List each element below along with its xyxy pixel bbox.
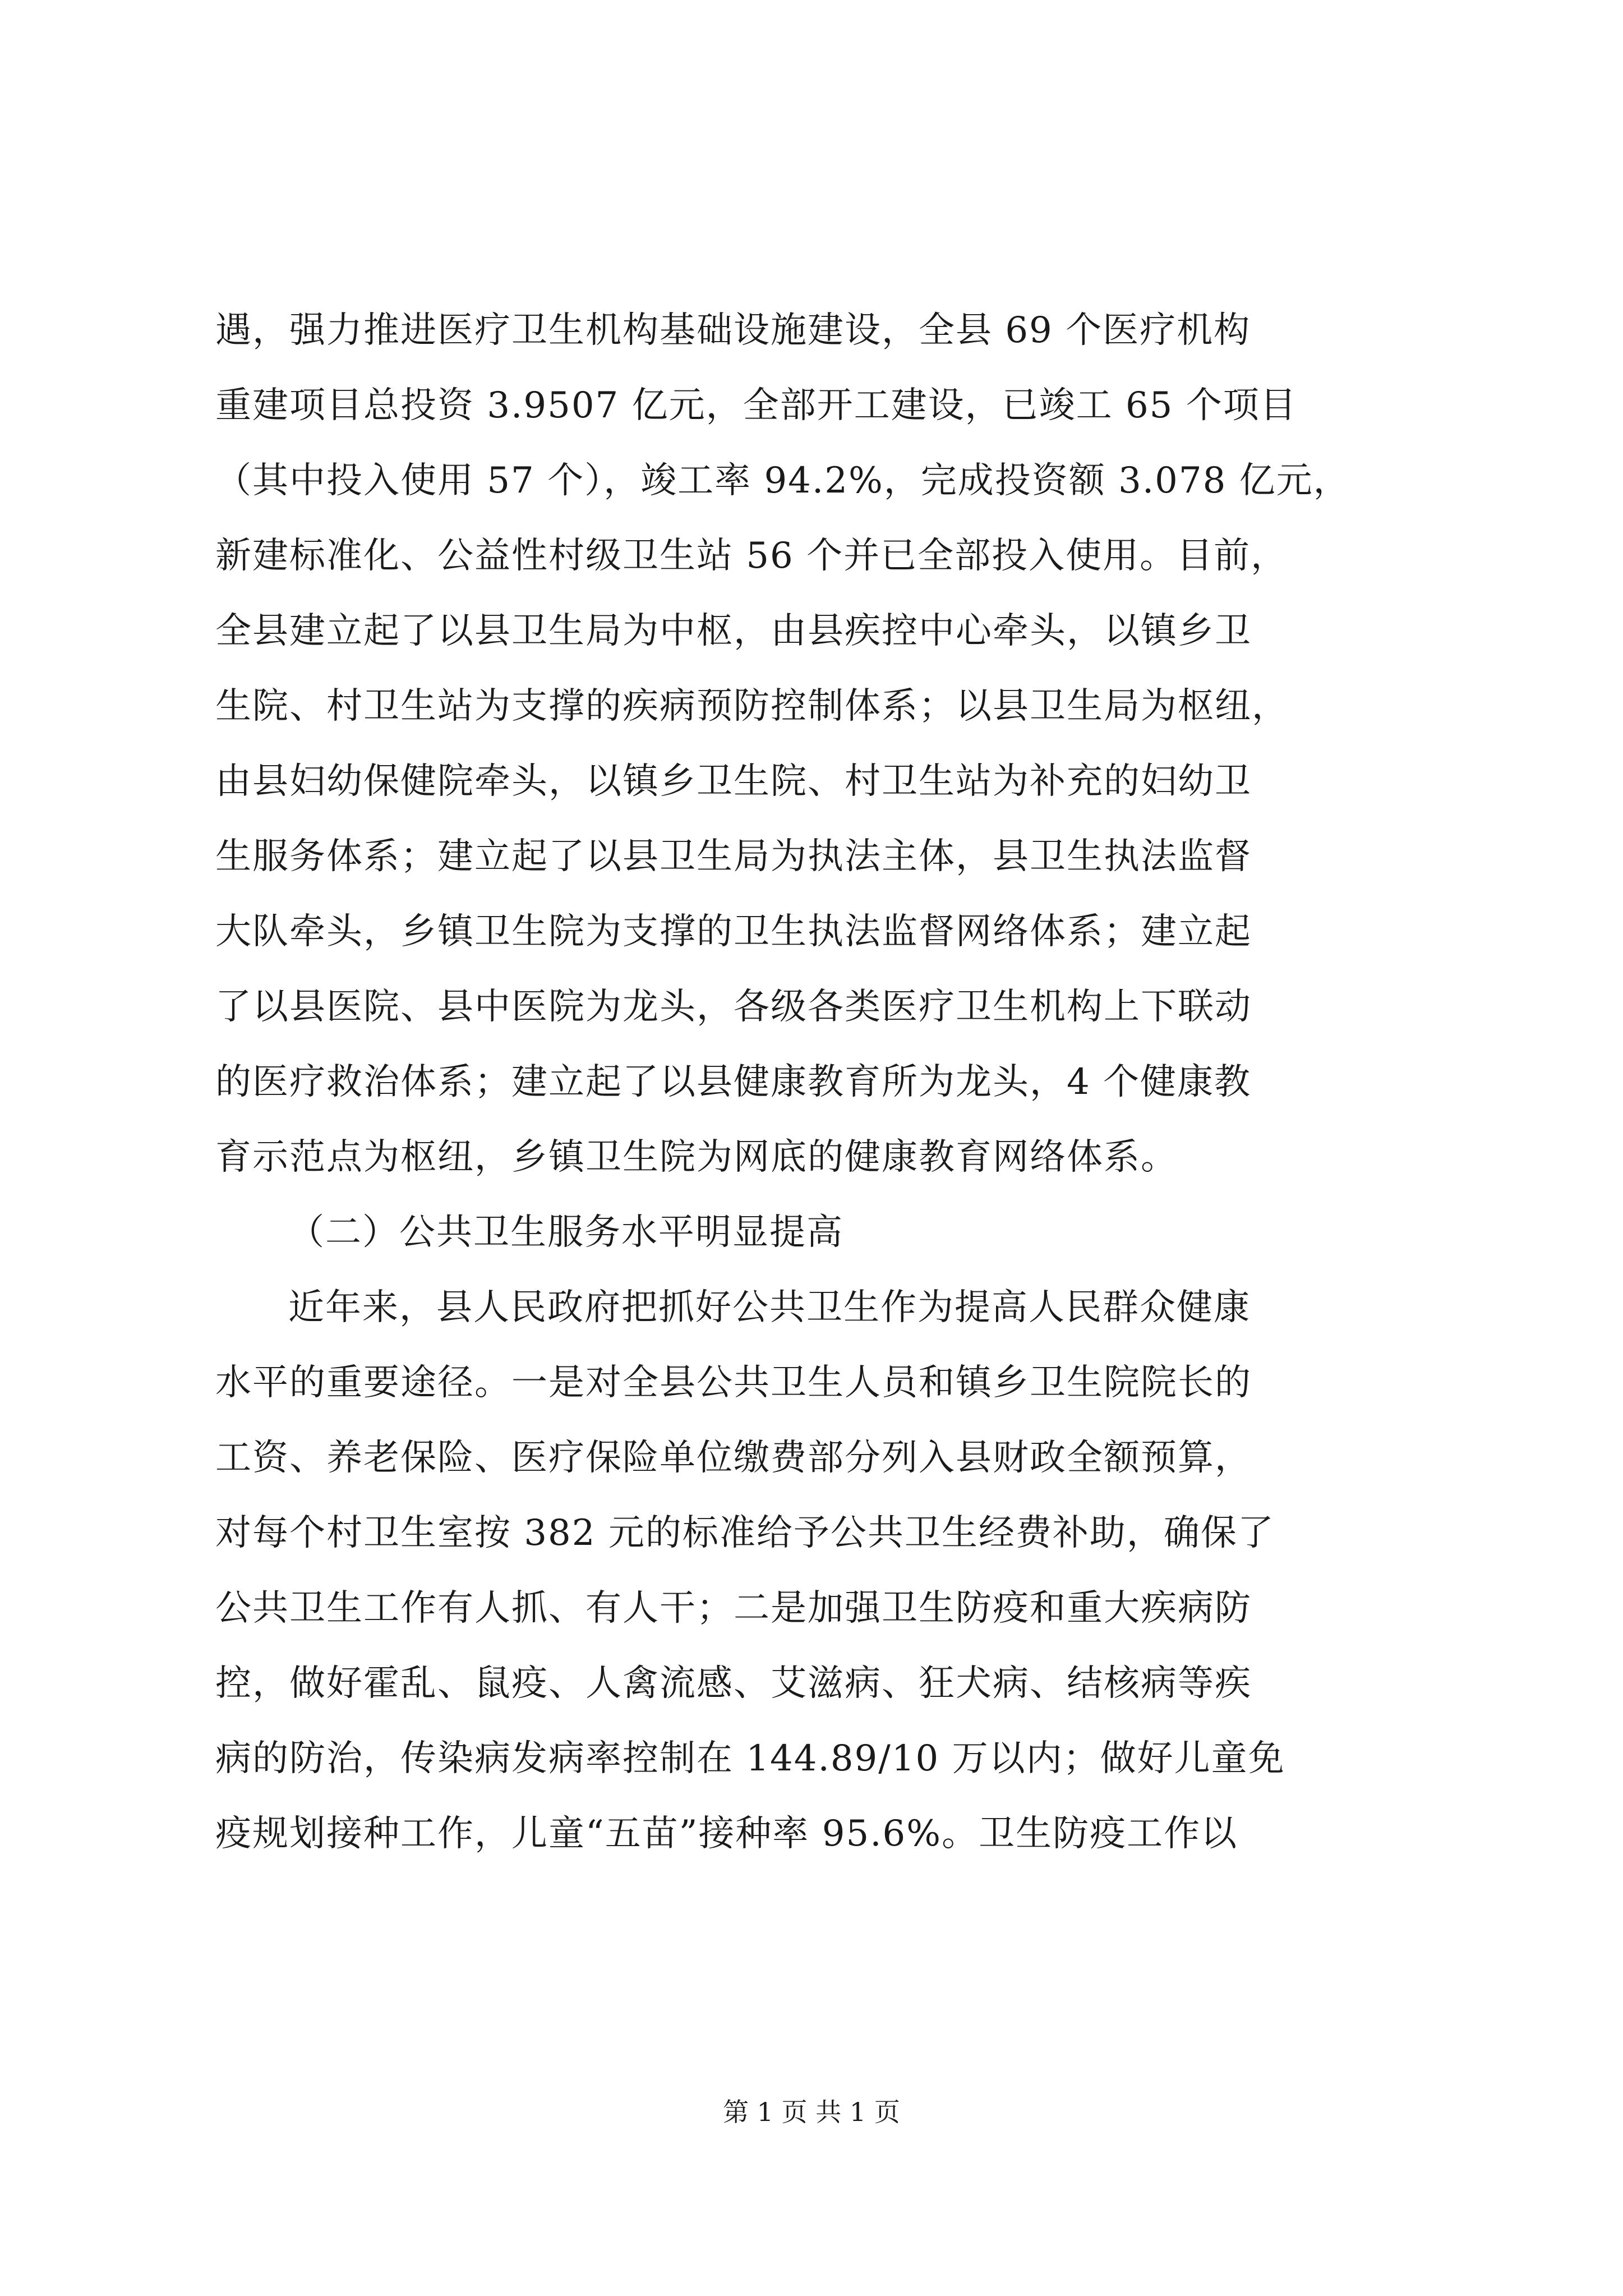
text-line: （其中投入使用 57 个），竣工率 94.2%，完成投资额 3.078 亿元， [215,460,1350,501]
text-line: 的医疗救治体系；建立起了以县健康教育所为龙头，4 个健康教 [215,1061,1252,1103]
text-line: 近年来，县人民政府把抓好公共卫生作为提高人民群众健康 [288,1287,1251,1328]
text-line: 大队牵头，乡镇卫生院为支撑的卫生执法监督网络体系；建立起 [215,911,1252,953]
text-line: 生服务体系；建立起了以县卫生局为执法主体，县卫生执法监督 [215,836,1252,877]
section-heading: （二）公共卫生服务水平明显提高 [288,1212,843,1253]
text-line: 控，做好霍乱、鼠疫、人禽流感、艾滋病、狂犬病、结核病等疾 [215,1663,1252,1704]
text-line: 全县建立起了以县卫生局为中枢，由县疾控中心牵头，以镇乡卫 [215,610,1252,652]
text-line: 水平的重要途径。一是对全县公共卫生人员和镇乡卫生院院长的 [215,1362,1252,1404]
text-line: 生院、村卫生站为支撑的疾病预防控制体系；以县卫生局为枢纽， [215,685,1289,727]
text-line: 工资、养老保险、医疗保险单位缴费部分列入县财政全额预算， [215,1437,1252,1479]
text-line: 了以县医院、县中医院为龙头，各级各类医疗卫生机构上下联动 [215,986,1252,1028]
text-line: 新建标准化、公益性村级卫生站 56 个并已全部投入使用。目前， [215,535,1288,577]
text-line: 对每个村卫生室按 382 元的标准给予公共卫生经费补助，确保了 [215,1512,1275,1554]
text-line: 由县妇幼保健院牵头，以镇乡卫生院、村卫生站为补充的妇幼卫 [215,761,1252,802]
text-line: 育示范点为枢纽，乡镇卫生院为网底的健康教育网络体系。 [215,1137,1178,1178]
paragraph-infrastructure [215,293,1410,1195]
text-line: 遇，强力推进医疗卫生机构基础设施建设，全县 69 个医疗机构 [215,310,1251,351]
text-line: 病的防治，传染病发病率控制在 144.89/10 万以内；做好儿童免 [215,1738,1285,1779]
document-body [215,293,1410,1871]
text-line: 重建项目总投资 3.9507 亿元，全部开工建设，已竣工 65 个项目 [215,385,1297,426]
text-line: 疫规划接种工作，儿童“五苗”接种率 95.6%。卫生防疫工作以 [215,1813,1238,1855]
text-line: 公共卫生工作有人抓、有人干；二是加强卫生防疫和重大疾病防 [215,1588,1252,1629]
page-footer: 第 1 页 共 1 页 [723,2097,900,2127]
paragraph-public-health [215,1270,1410,1871]
